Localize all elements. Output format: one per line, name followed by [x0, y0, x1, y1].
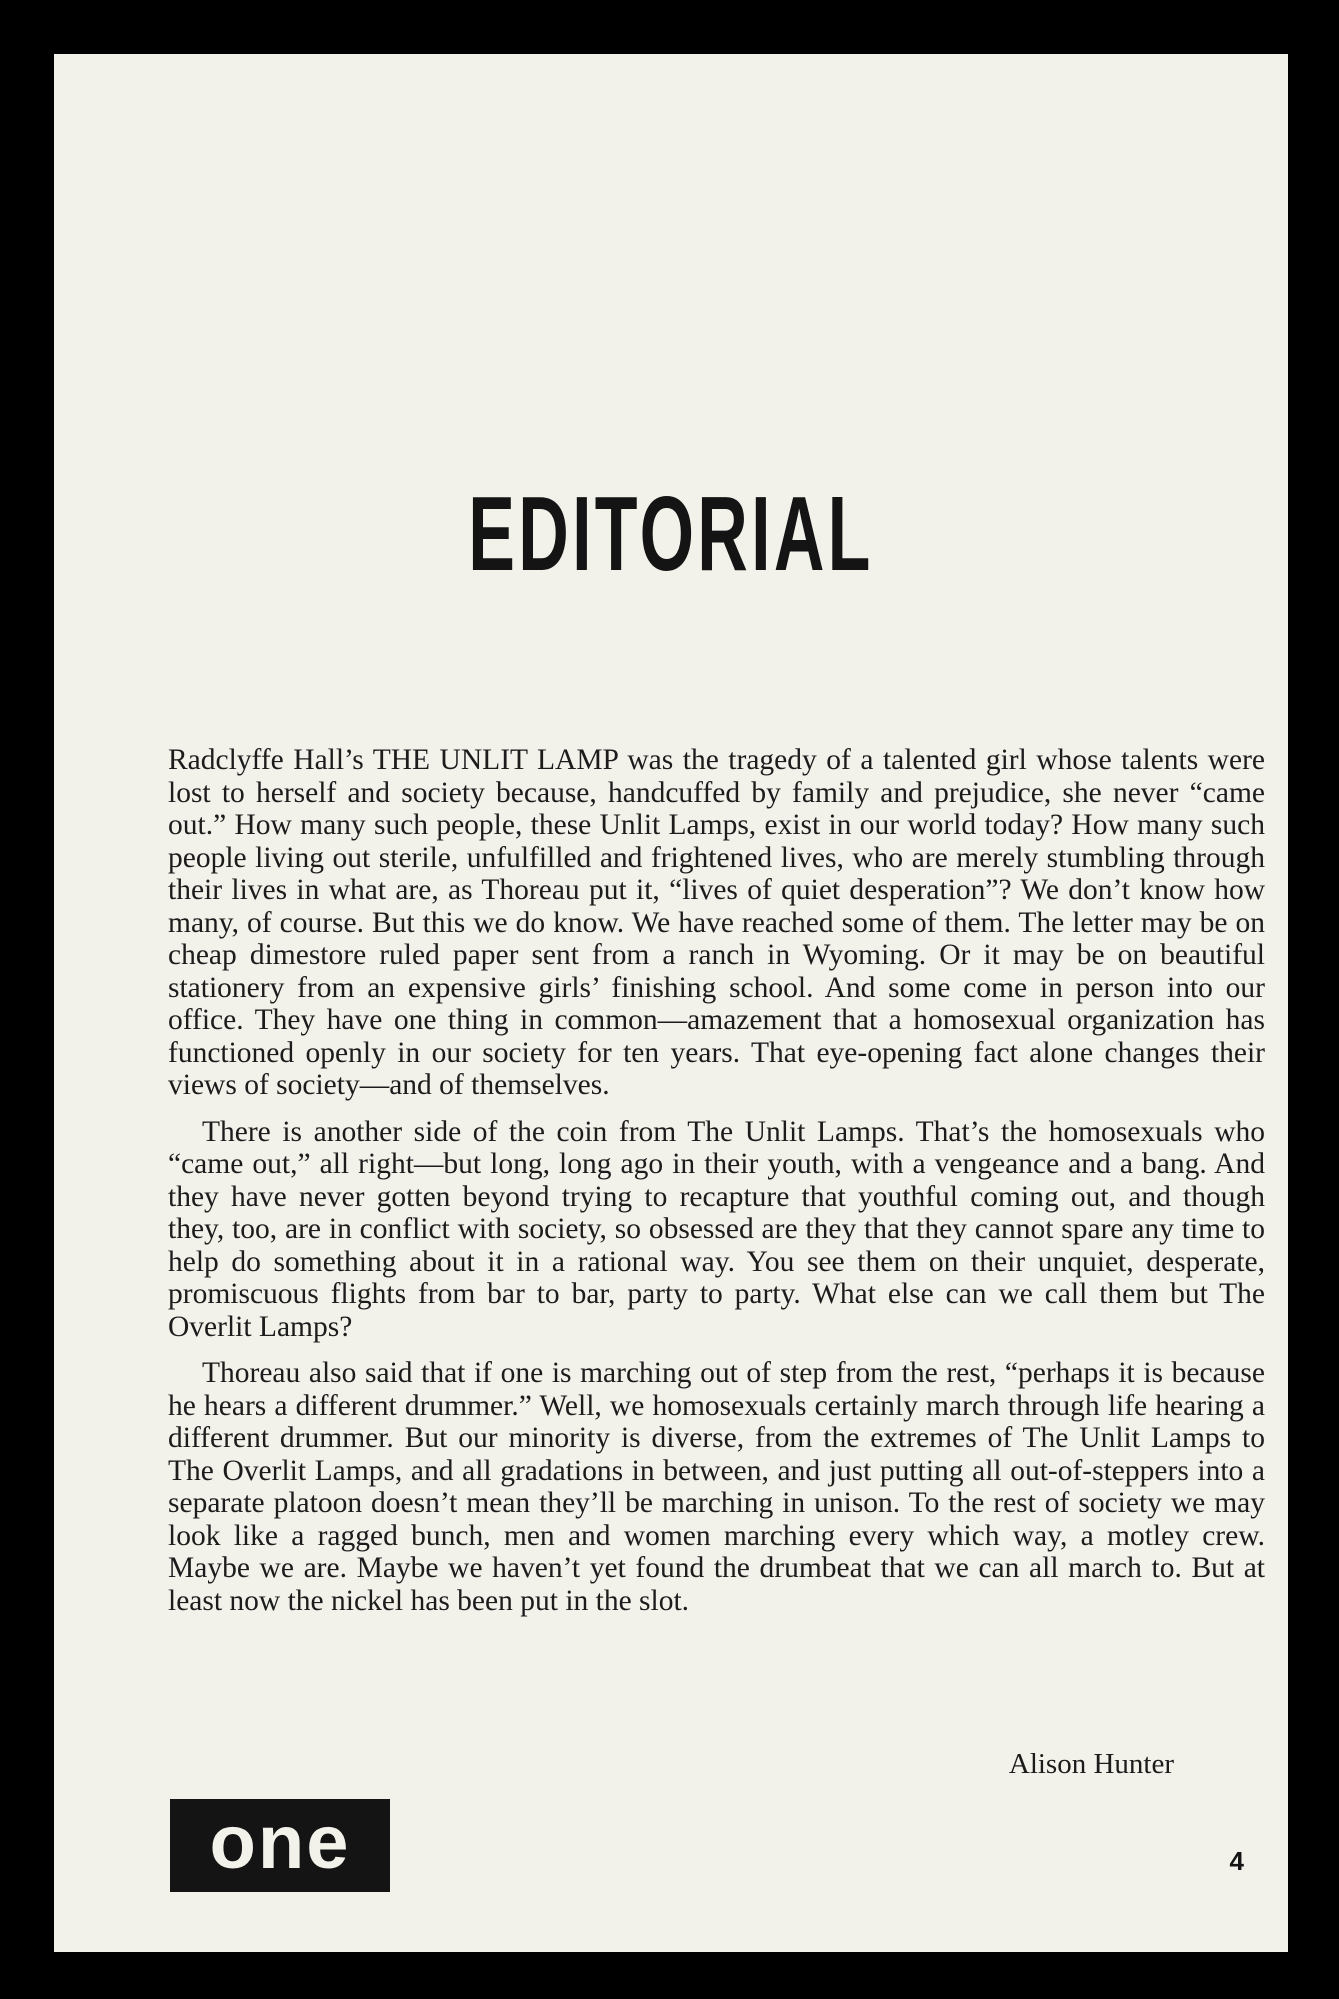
magazine-page [54, 54, 1288, 1952]
page-title: EDITORIAL [468, 475, 874, 593]
page-number: 4 [1229, 1846, 1244, 1876]
magazine-logo: one [170, 1799, 390, 1892]
editorial-body [168, 744, 1265, 1631]
paragraph-1: Radclyffe Hall’s THE UNLIT LAMP was the tragedy of a talented girl whose talents were lost to herself and society because, handcuffed by family and prejudice, she never “came out.” How many such people, these Unlit Lamps, exist in our world today? How many such people living out sterile, unfulfilled and frightened lives, who are merely stumbling through their lives in what are, as Thoreau put it, “lives of quiet desperation”? We don’t know how many, of course. But this we do know. We have reached some of them. The letter may be on cheap dimestore ruled paper sent from a ranch in Wyoming. Or it may be on beautiful stationery from an expensive girls’ finishing school. And some come in person into our office. They have one thing in common—amazement that a homosexual organization has functioned openly in our society for ten years. That eye-opening fact alone changes their views of society—and of themselves. [168, 744, 1265, 1101]
paragraph-2: There is another side of the coin from The Unlit Lamps. That’s the homosexuals who “came out,” all right—but long, long ago in their youth, with a vengeance and a bang. And they have never gotten beyond trying to recapture that youthful coming out, and though they, too, are in conflict with society, so obsessed are they that they cannot spare any time to help do something about it in a rational way. You see them on their unquiet, desperate, promiscuous flights from bar to bar, party to party. What else can we call them but The Overlit Lamps? [168, 1115, 1265, 1343]
author-signature: Alison Hunter [1008, 1748, 1174, 1780]
paragraph-3: Thoreau also said that if one is marching out of step from the rest, “perhaps it is because he hears a different drummer.” Well, we homosexuals certainly march through life hearing a different drummer. But our minority is diverse, from the extremes of The Unlit Lamps to The Overlit Lamps, and all gradations in between, and just putting all out-of-steppers into a separate platoon doesn’t mean they’ll be marching in unison. To the rest of society we may look like a ragged bunch, men and women marching every which way, a motley crew. Maybe we are. Maybe we haven’t yet found the drumbeat that we can all march to. But at least now the nickel has been put in the slot. [168, 1357, 1265, 1617]
